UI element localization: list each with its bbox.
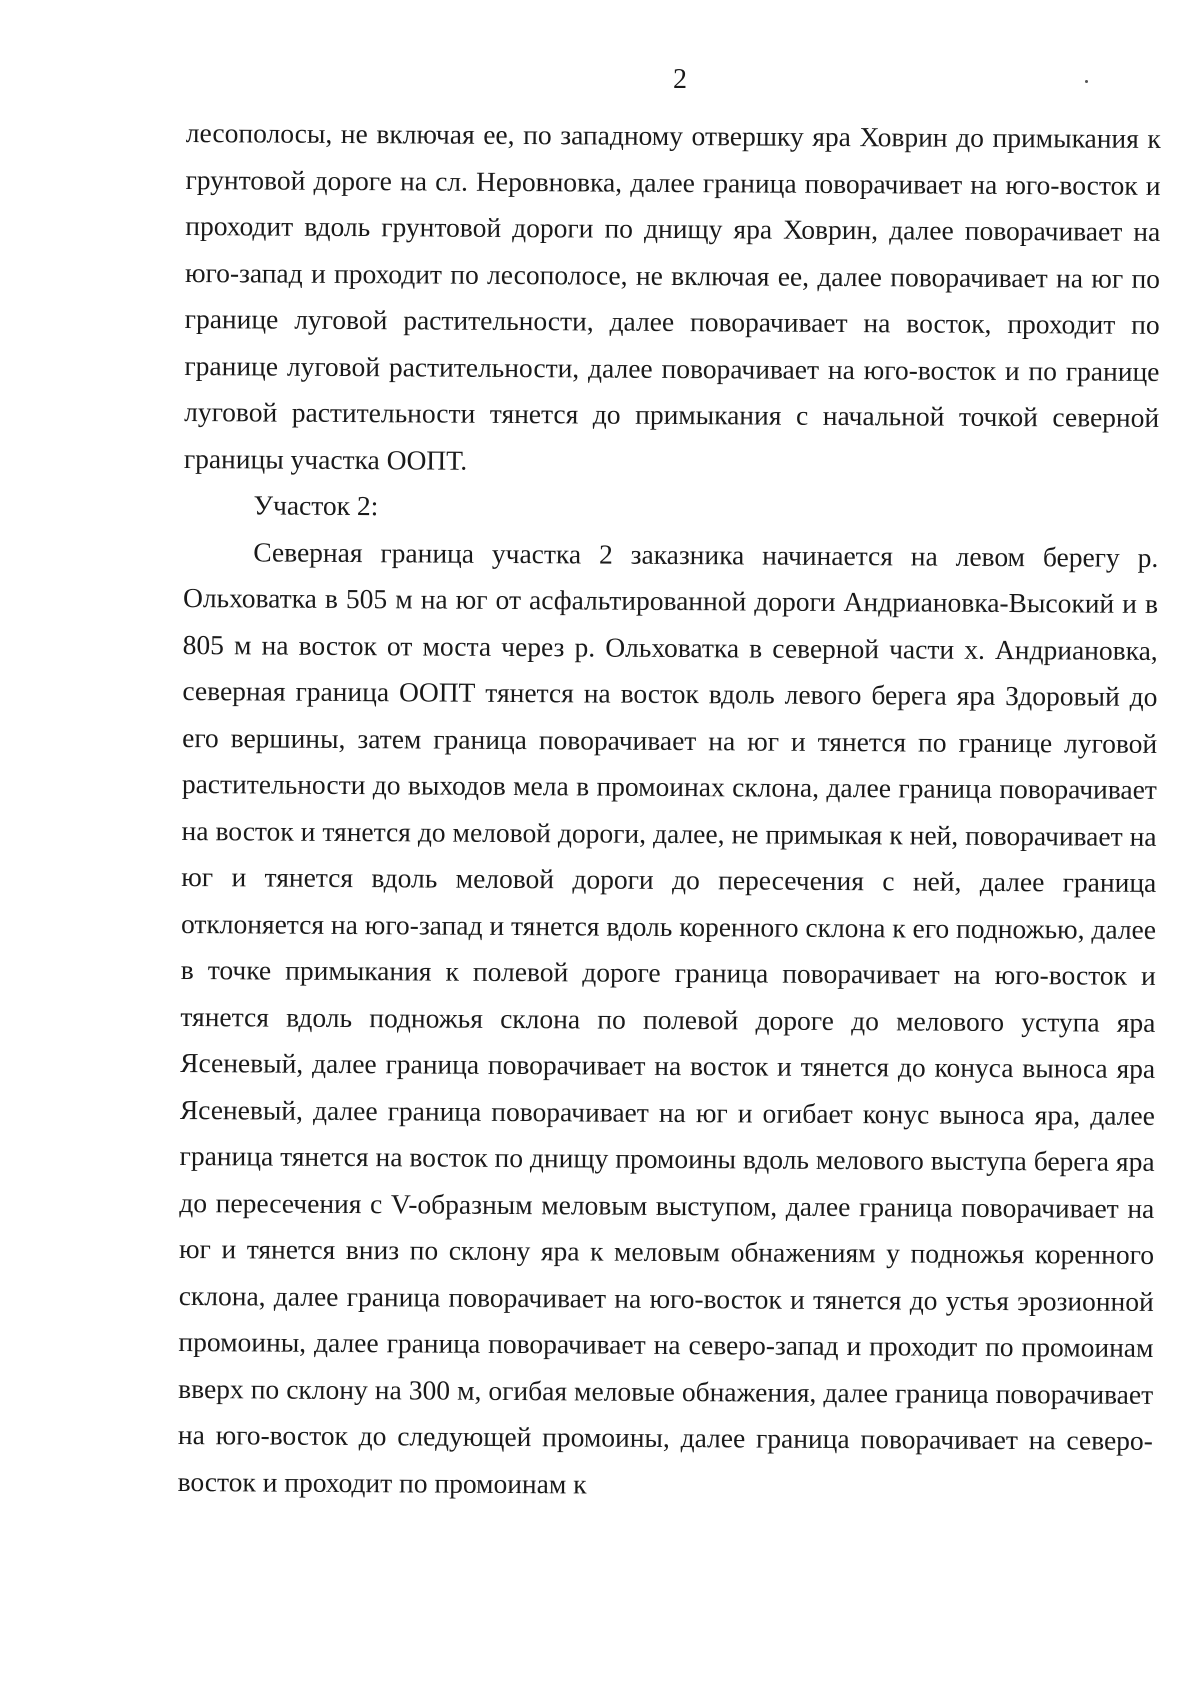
paragraph-plot-2-boundary: Северная граница участка 2 заказника начинается на левом берегу р. Ольховатка в 505 м на юг от асфальтированной дороги Андриановка-Высокий и в 805 м на восток от моста через р. Ольховатка в северной части х. Андриановка, северная граница ООПТ тянется на восток вдоль левого берега яра Здоровый до его вершины, затем граница поворачивает на юг и тянется по границе луговой растительности до выходов мела в промоинах склона, далее граница поворачивает на восток и тянется до меловой дороги, далее, не примыкая к ней, поворачивает на юг и тянется вдоль меловой дороги до пересечения с ней, далее граница отклоняется на юго-запад и тянется вдоль коренного склона к его подножью, далее в точке примыкания к полевой дороге граница поворачивает на юго-восток и тянется вдоль подножья склона по полевой дороге до мелового уступа яра Ясеневый, далее граница поворачивает на восток и тянется до конуса выноса яра Ясеневый, далее граница поворачивает на юг и огибает конус выноса яра, далее граница тянется на восток по днищу промоины вдоль мелового выступа берега яра до пересечения с V-образным меловым выступом, далее граница поворачивает на юг и тянется вниз по склону яра к меловым обнажениям у подножья коренного склона, далее граница поворачивает на юго-восток и тянется до устья эрозионной промоины, далее граница поворачивает на северо-запад и проходит по промоинам вверх по склону на 300 м, огибая меловые обнажения, далее граница поворачивает на юго-восток до следующей промоины, далее граница поворачивает на северо-восток и проходит по промоинам к	[177, 535, 1159, 1499]
page-number: 2	[673, 64, 687, 95]
document-body	[177, 110, 1161, 1511]
paragraph-continuation: лесополосы, не включая ее, по западному отвершку яра Ховрин до примыкания к грунтовой дороге на сл. Неровновка, далее граница поворачивает на юго-восток и проходит вдоль грунтовой дороги по днищу яра Ховрин, далее поворачивает на юго-запад и проходит по лесополосе, не включая ее, далее поворачивает на юг по границе луговой растительности, далее поворачивает на восток, проходит по границе луговой растительности, далее поворачивает на юго-восток и по границе луговой растительности тянется до примыкания с начальной точкой северной границы участка ООПТ.	[183, 116, 1161, 476]
section-heading-plot-2: Участок 2:	[253, 489, 379, 522]
scan-dot-mark	[1085, 80, 1088, 83]
